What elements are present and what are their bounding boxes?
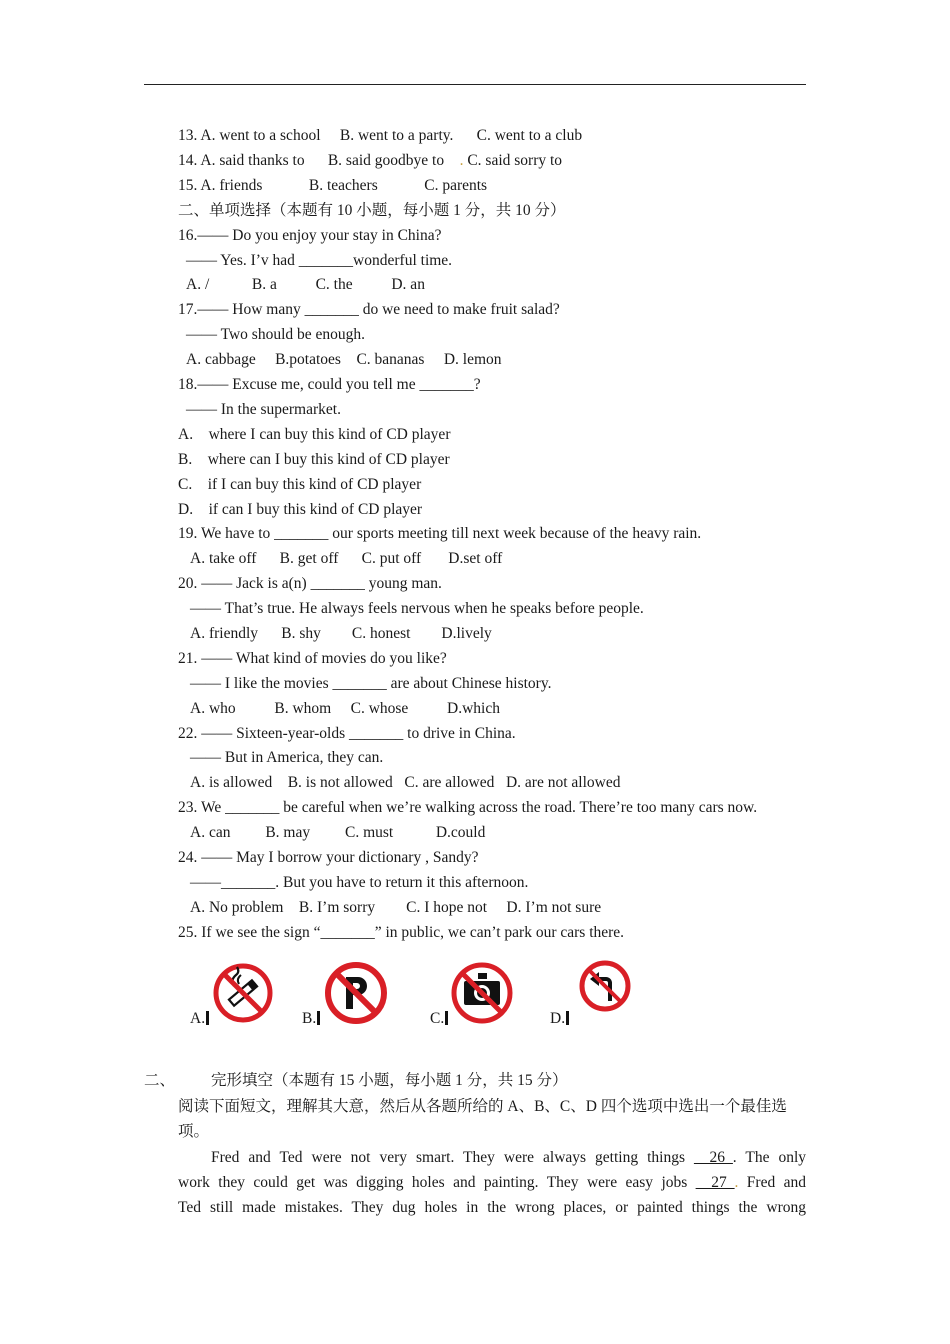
- q20-answer: —— That’s true. He always feels nervous when he speaks before people.: [190, 600, 644, 617]
- q18-question: 18.—— Excuse me, could you tell me _______?: [178, 376, 481, 393]
- section-heading-cloze: 完形填空（本题有 15 小题，每小题 1 分，共 15 分）: [211, 1072, 568, 1089]
- blank-26: __26_: [694, 1149, 733, 1166]
- sign-b-label: B.: [302, 1009, 320, 1029]
- section-heading-single-choice: 二、单项选择（本题有 10 小题，每小题 1 分，共 10 分）: [178, 202, 566, 219]
- q18-option-c: C. if I can buy this kind of CD player: [178, 476, 422, 493]
- no-photography-sign-icon: [450, 961, 514, 1025]
- q20-options: A. friendly B. shy C. honest D.lively: [190, 625, 492, 642]
- q16-question: 16.—— Do you enjoy your stay in China?: [178, 227, 442, 244]
- q23-options: A. can B. may C. must D.could: [190, 824, 486, 841]
- header-rule: [144, 84, 806, 85]
- q23-question: 23. We _______ be careful when we’re walking across the road. There’re too many cars now.: [178, 799, 758, 816]
- cloze-instruction-line1: 阅读下面短文，理解其大意，然后从各题所给的 A、B、C、D 四个选项中选出一个最佳选: [178, 1098, 787, 1115]
- q25-question: 25. If we see the sign “_______” in public, we can’t park our cars there.: [178, 924, 625, 941]
- no-parking-sign-icon: [324, 961, 388, 1025]
- stray-dot: .: [459, 152, 464, 169]
- cursor-mark: [206, 1011, 209, 1025]
- q13-options: 13. A. went to a school B. went to a party. C. went to a club: [178, 127, 583, 144]
- q18-option-b: B. where can I buy this kind of CD player: [178, 451, 450, 468]
- sign-d-label: D.: [550, 1009, 569, 1029]
- q21-options: A. who B. whom C. whose D.which: [190, 700, 500, 717]
- cursor-mark: [566, 1011, 569, 1025]
- q18-option-d: D. if can I buy this kind of CD player: [178, 501, 423, 518]
- q16-options: A. / B. a C. the D. an: [186, 276, 425, 293]
- q15-options: 15. A. friends B. teachers C. parents: [178, 177, 488, 194]
- cursor-mark: [445, 1011, 448, 1025]
- section-number: 二、: [144, 1072, 176, 1089]
- q24-answer: ——_______. But you have to return it this afternoon.: [190, 874, 529, 891]
- q18-answer: —— In the supermarket.: [186, 401, 341, 418]
- blank-27: __27_: [695, 1174, 735, 1191]
- q19-options: A. take off B. get off C. put off D.set off: [190, 550, 503, 567]
- cloze-instruction-line2: 项。: [178, 1123, 210, 1140]
- passage-line-2: work they could get was digging holes and painting. They were easy jobs __27_. Fred and: [178, 1174, 807, 1191]
- sign-c-label: C.: [430, 1009, 448, 1029]
- cursor-mark: [317, 1011, 320, 1025]
- q21-question: 21. —— What kind of movies do you like?: [178, 650, 447, 667]
- q19-question: 19. We have to _______ our sports meeting till next week because of the heavy rain.: [178, 525, 702, 542]
- q21-answer: —— I like the movies _______ are about Chinese history.: [190, 675, 552, 692]
- q22-options: A. is allowed B. is not allowed C. are allowed D. are not allowed: [190, 774, 621, 791]
- passage-line-1: Fred and Ted were not very smart. They were always getting things __26_. The only: [211, 1149, 807, 1166]
- q22-question: 22. —— Sixteen-year-olds _______ to drive in China.: [178, 725, 516, 742]
- no-smoking-sign-icon: [212, 962, 274, 1024]
- q20-question: 20. —— Jack is a(n) _______ young man.: [178, 575, 442, 592]
- passage-line-3: Ted still made mistakes. They dug holes in the wrong places, or painted things the wrong: [178, 1199, 806, 1216]
- no-left-turn-sign-icon: [578, 959, 632, 1013]
- q17-answer: —— Two should be enough.: [186, 326, 366, 343]
- q17-question: 17.—— How many _______ do we need to make fruit salad?: [178, 301, 560, 318]
- q14-options: 14. A. said thanks to B. said goodbye to . C. said sorry to: [178, 152, 563, 169]
- q24-question: 24. —— May I borrow your dictionary , Sandy?: [178, 849, 479, 866]
- q16-answer: —— Yes. I’v had _______wonderful time.: [186, 252, 453, 269]
- q24-options: A. No problem B. I’m sorry C. I hope not D. I’m not sure: [190, 899, 602, 916]
- q18-option-a: A. where I can buy this kind of CD player: [178, 426, 451, 443]
- q22-answer: —— But in America, they can.: [190, 749, 384, 766]
- sign-a-label: A.: [190, 1009, 209, 1029]
- q17-options: A. cabbage B.potatoes C. bananas D. lemon: [186, 351, 502, 368]
